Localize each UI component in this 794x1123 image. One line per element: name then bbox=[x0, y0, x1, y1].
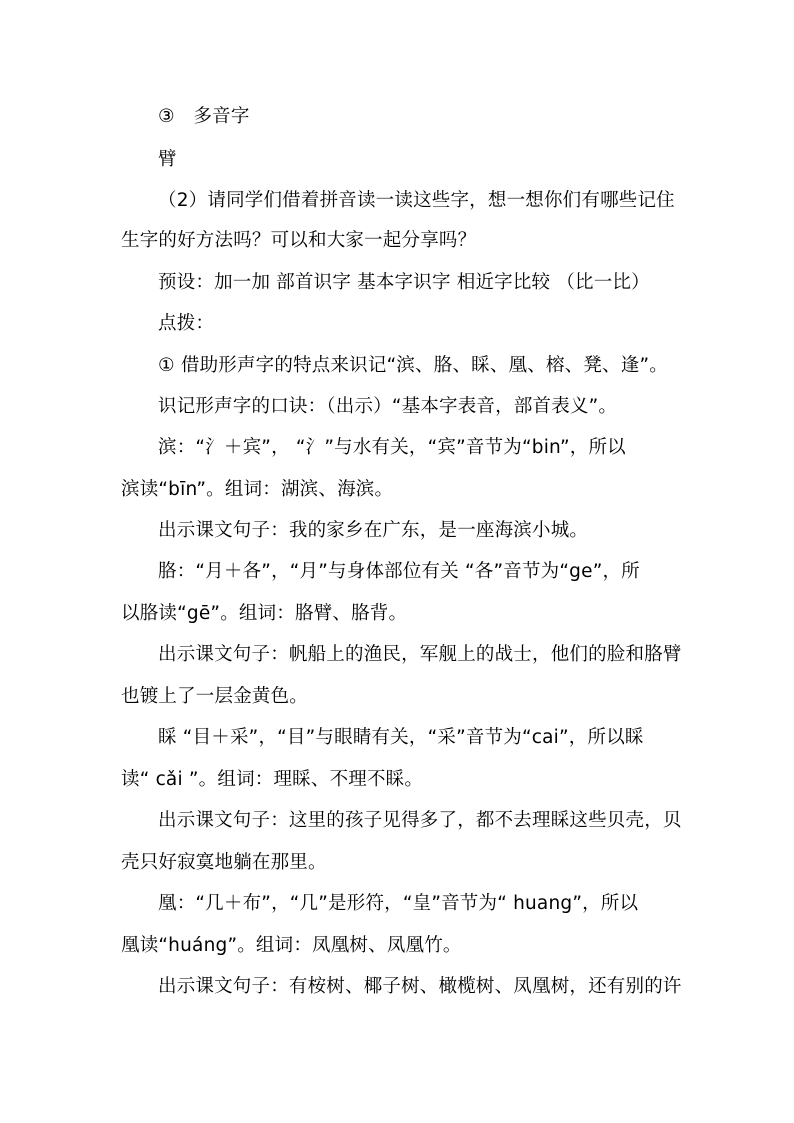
paragraph-line: 出示课文句子：我的家乡在广东，是一座海滨小城。 bbox=[158, 520, 589, 541]
paragraph-line: 预设：加一加 部首识字 基本字识字 相近字比较 （比一比） bbox=[158, 272, 650, 293]
paragraph-line: 点拨： bbox=[158, 313, 215, 334]
paragraph-line: 也镀上了一层金黄色。 bbox=[121, 686, 309, 707]
paragraph-line: ① 借助形声字的特点来识记“滨、胳、睬、凰、榕、凳、逢”。 bbox=[158, 355, 668, 376]
paragraph-line: 睬 “目＋采”，“目”与眼睛有关，“采”音节为“cai”，所以睬 bbox=[158, 727, 644, 748]
paragraph-line: 凰：“几＋布”，“几”是形符，“皇”音节为“ huang”，所以 bbox=[158, 893, 639, 914]
paragraph-line: 凰读“huáng”。组词：凤凰树、凤凰竹。 bbox=[121, 935, 462, 956]
paragraph-line: 生字的好方法吗？可以和大家一起分享吗？ bbox=[121, 230, 477, 251]
paragraph-line: 胳：“月＋各”，“月”与身体部位有关 “各”音节为“ge”，所 bbox=[158, 561, 640, 582]
paragraph-line: 滨读“bīn”。组词：湖滨、海滨。 bbox=[121, 479, 394, 500]
paragraph-line: 出示课文句子：帆船上的渔民，军舰上的战士，他们的脸和胳臂 bbox=[158, 644, 682, 665]
paragraph-line: 壳只好寂寞地躺在那里。 bbox=[121, 852, 327, 873]
example-character: 臂 bbox=[158, 149, 177, 170]
paragraph-line: 读“ cǎi ”。组词：理睬、不理不睬。 bbox=[121, 769, 424, 790]
paragraph-line: 滨：“氵＋宾”， “氵”与水有关，“宾”音节为“bin”，所以 bbox=[158, 437, 626, 458]
paragraph-line: 出示课文句子：有桉树、椰子树、橄榄树、凤凰树，还有别的许 bbox=[158, 976, 682, 997]
paragraph-line: 以胳读“gē”。组词：胳臂、胳背。 bbox=[121, 603, 408, 624]
section-heading-polyphonic: ③ 多音字 bbox=[158, 106, 250, 127]
paragraph-line: （2）请同学们借着拼音读一读这些字，想一想你们有哪些记住 bbox=[158, 190, 675, 211]
paragraph-line: 出示课文句子：这里的孩子见得多了，都不去理睬这些贝壳，贝 bbox=[158, 810, 682, 831]
paragraph-line: 识记形声字的口诀：（出示）“基本字表音，部首表义”。 bbox=[158, 396, 618, 417]
